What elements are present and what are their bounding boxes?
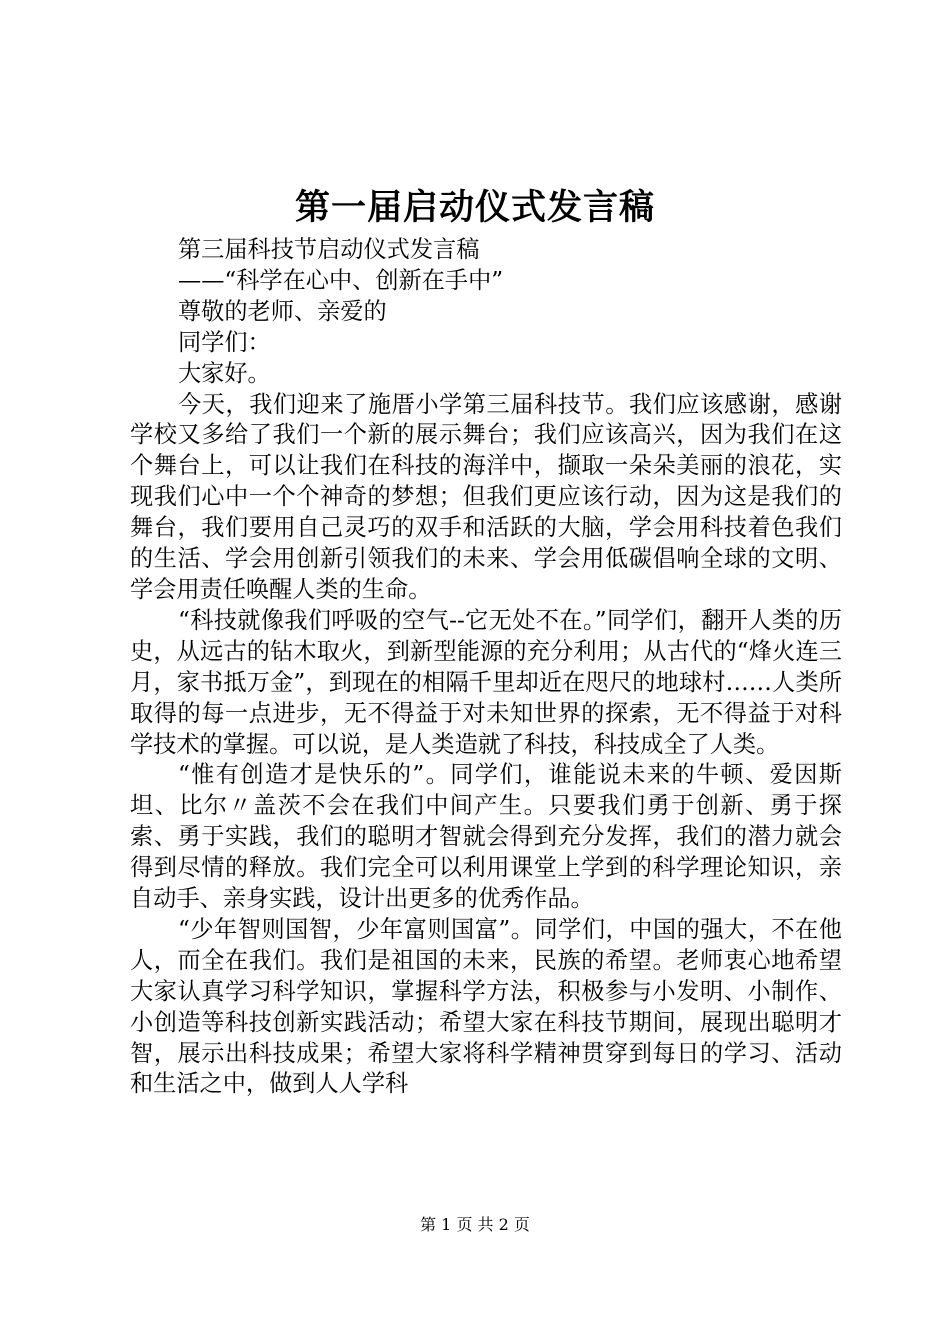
subtitle-line: 第三届科技节启动仪式发言稿 [178,236,480,263]
document-title: 第一届启动仪式发言稿 [294,187,655,228]
page-number-footer: 第 1 页 共 2 页 [420,1215,530,1234]
salutation-line: 尊敬的老师、亲爱的 [178,297,387,325]
salutation-line: 同学们： [178,328,271,356]
greeting-line: 大家好。 [178,359,271,387]
body-paragraph: “惟有创造才是快乐的”。同学们，谁能说未来的牛顿、爱因斯坦、比尔〃盖茨不会在我们中间产生。只要我们勇于创新、勇于探索、勇于实践，我们的聪明才智就会得到充分发挥，我们的潜力就会得到尽情的释放。我们完全可以利用课堂上学到的科学理论知识，亲自动手、亲身实践，设计出更多的优秀作品。 [130,761,842,913]
theme-line: ——“科学在心中、创新在手中” [178,266,504,294]
document-body [130,235,842,1100]
body-paragraph: “少年智则国智，少年富则国富”。同学们，中国的强大，不在他人，而全在我们。我们是祖国的未来，民族的希望。老师衷心地希望大家认真学习科学知识，掌握科学方法，积极参与小发明、小制作、小创造等科技创新实践活动；希望大家在科技节期间，展现出聪明才智，展示出科技成果；希望大家将科学精神贯穿到每日的学习、活动和生活之中，做到人人学科 [130,915,842,1098]
body-paragraph: “科技就像我们呼吸的空气--它无处不在。”同学们，翻开人类的历史，从远古的钻木取火，到新型能源的充分利用；从古代的“烽火连三月，家书抵万金”，到现在的相隔千里却近在咫尺的地球村……人类所取得的每一点进步，无不得益于对未知世界的探索，无不得益于对科学技术的掌握。可以说，是人类造就了科技，科技成全了人类。 [130,606,842,758]
body-paragraph: 今天，我们迎来了施厝小学第三届科技节。我们应该感谢，感谢学校又多给了我们一个新的展示舞台；我们应该高兴，因为我们在这个舞台上，可以让我们在科技的海洋中，撷取一朵朵美丽的浪花，实现我们心中一个个神奇的梦想；但我们更应该行动，因为这是我们的舞台，我们要用自己灵巧的双手和活跃的大脑，学会用科技着色我们的生活、学会用创新引领我们的未来、学会用低碳倡响全球的文明、学会用责任唤醒人类的生命。 [130,390,842,603]
